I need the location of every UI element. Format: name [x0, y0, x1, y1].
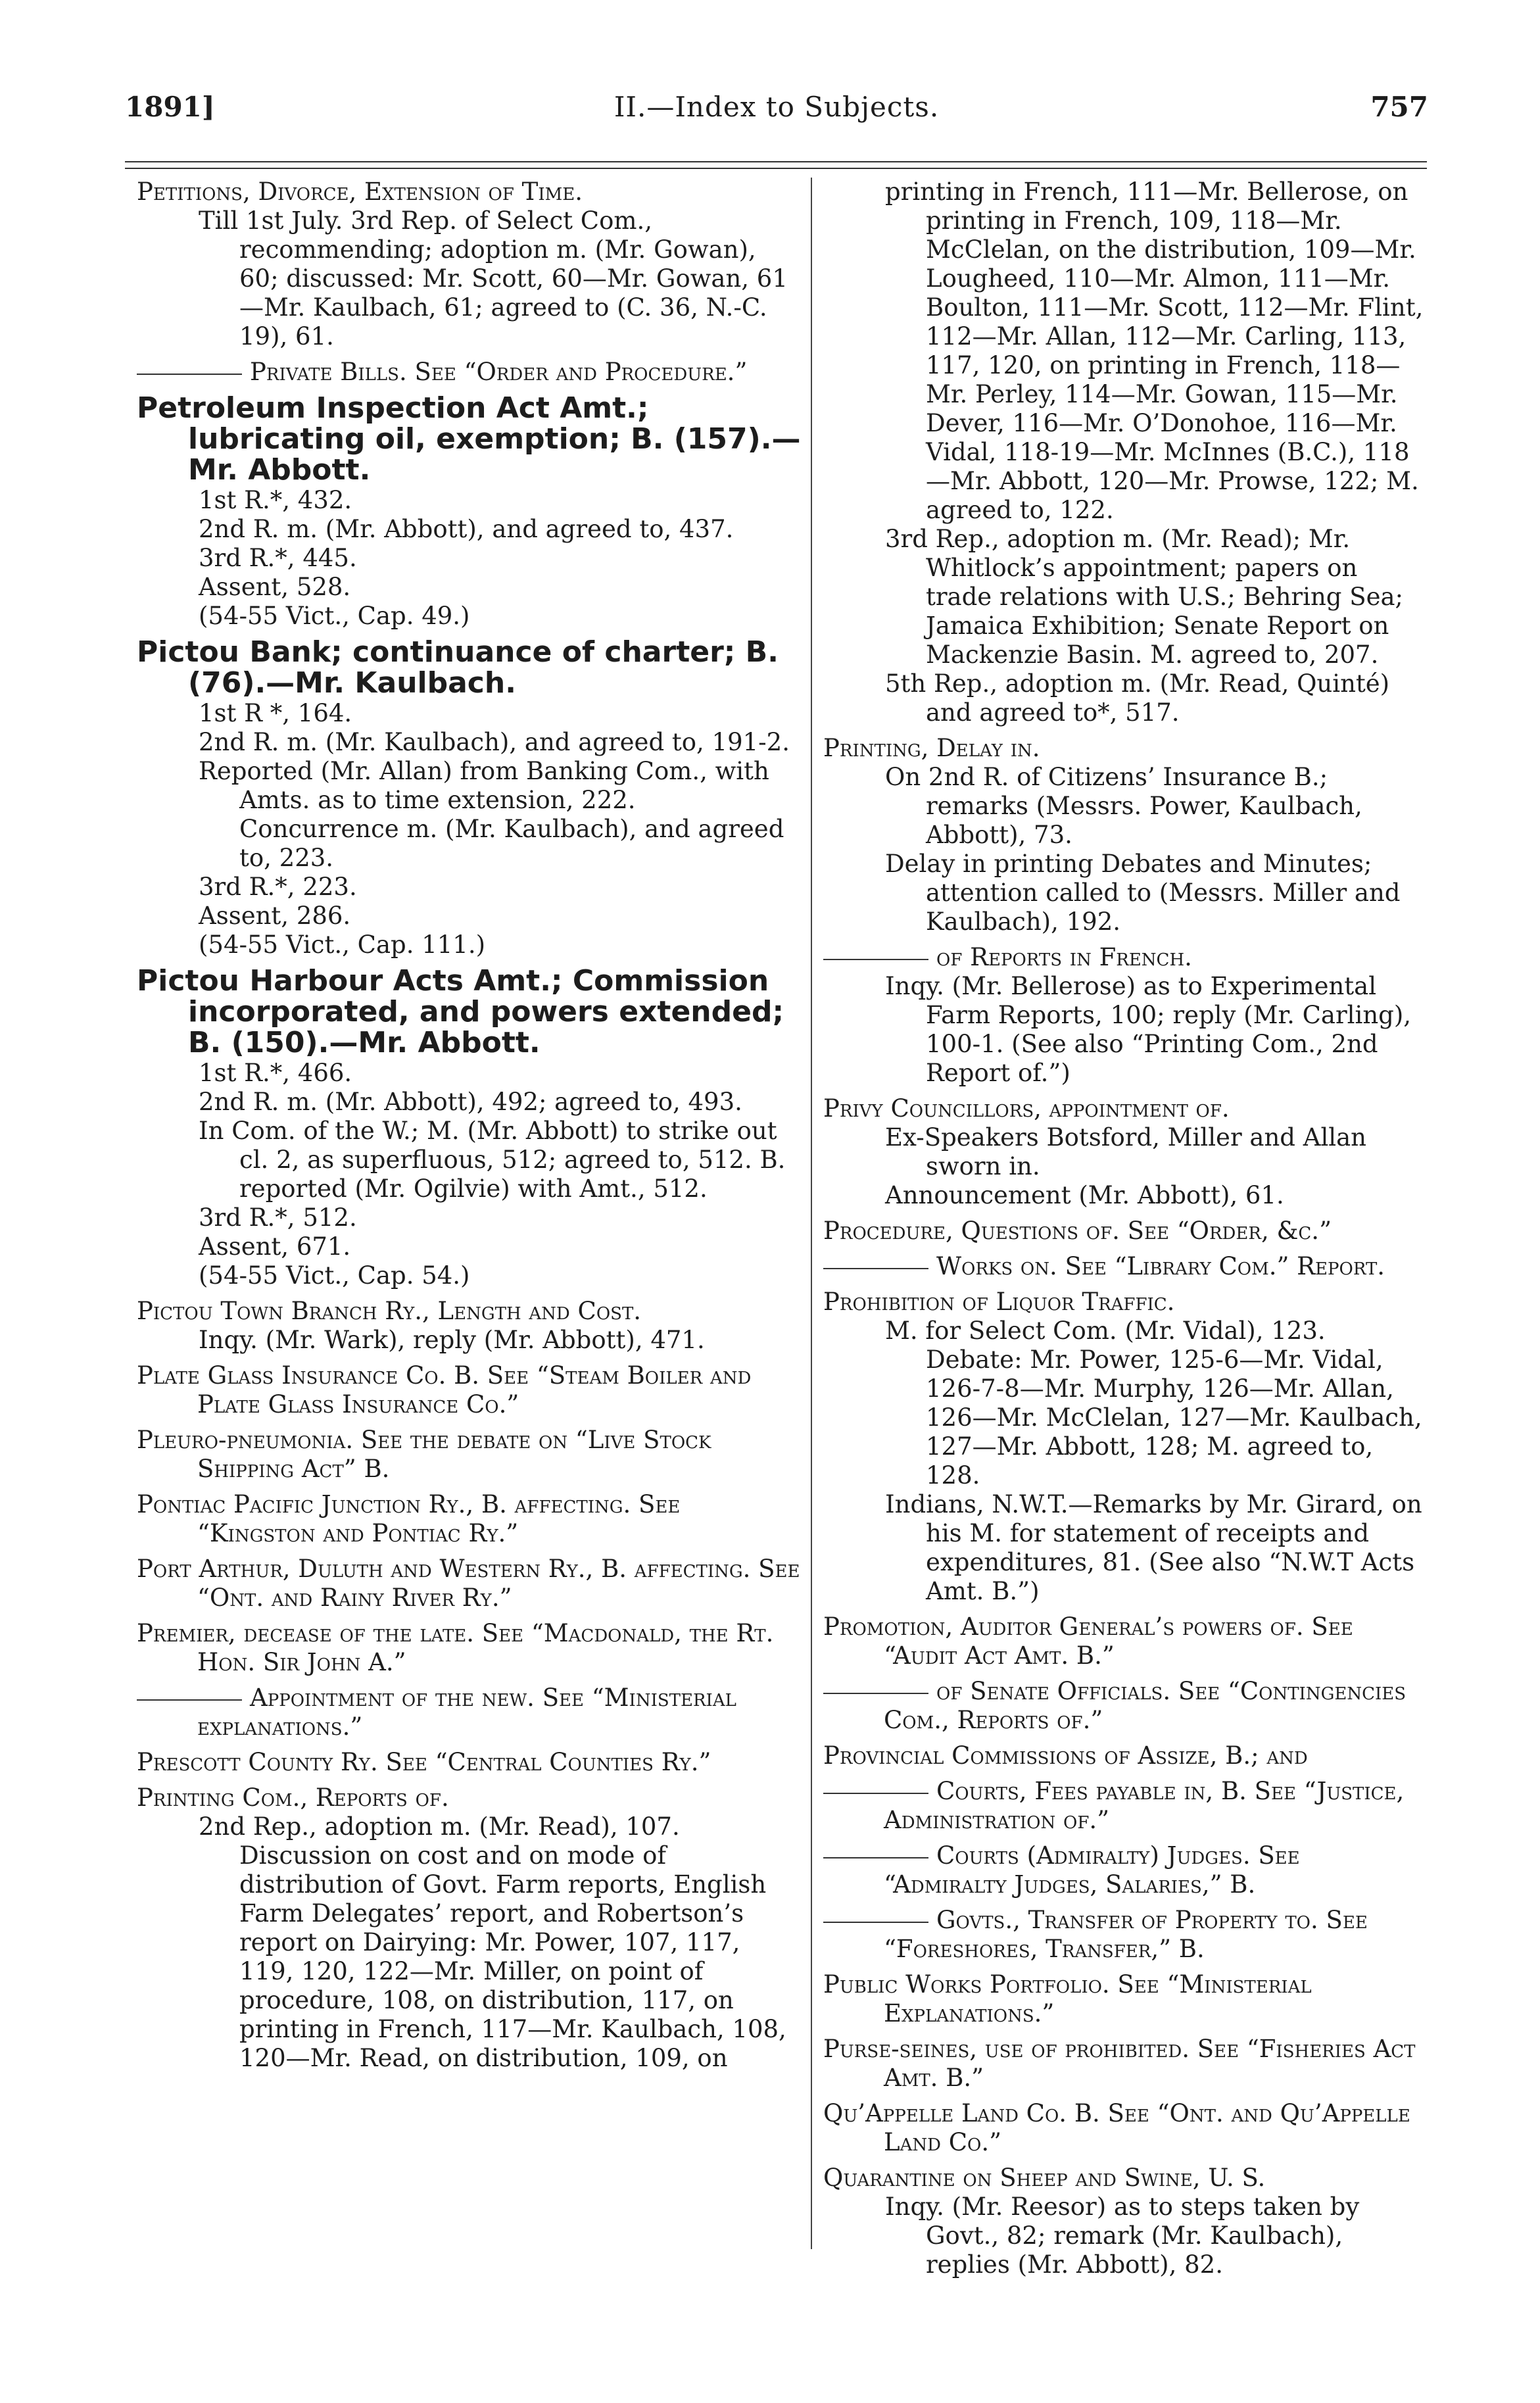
entry-subline: 2nd Rep., adoption m. (Mr. Read), 107. Discussion on cost and on mode of distribution of Govt. Farm reports, English Farm Delegates’ report, and Robertson’s report on Dairying: Mr. Power, 107, 117, 119, 120, 122—Mr. Miller, on point of procedure, 108, on distribution, 117, on printing in French, 117—Mr. Kaulbach, 108, 120—Mr. Read, on distribution, 109, on	[199, 1812, 786, 2072]
entry-subline: (54-55 Vict., Cap. 49.)	[199, 602, 470, 630]
bill-heading: Pictou Bank; continuance of charter; B. (76).—Mr. Kaulbach.	[137, 635, 779, 700]
bill-heading-line	[137, 637, 801, 699]
entry-subline: Reported (Mr. Allan) from Banking Com., with Amts. as to time extension, 222. Concurrence m. (Mr. Kaulbach), and agreed to, 223.	[199, 757, 784, 872]
index-entry	[823, 1841, 1425, 1899]
entry-subline: 3rd R.*, 512.	[199, 1203, 357, 1232]
bill-heading: Petroleum Inspection Act Amt.; lubricating oil, exemption; B. (157).—Mr. Abbott.	[137, 391, 801, 487]
entry-heading: Privy Councillors, appointment of.	[823, 1094, 1230, 1123]
entry-heading-line	[137, 1684, 801, 1741]
index-entry	[823, 943, 1425, 1088]
bill-heading: Pictou Harbour Acts Amt.; Commission incorporated, and powers extended; B. (150).—Mr. Abbott.	[137, 964, 784, 1059]
entry-heading-line	[823, 1906, 1425, 1964]
entry-heading: Procedure, Questions of. See “Order, &c.”	[823, 1217, 1332, 1245]
entry-subline: 3rd R.*, 445.	[199, 544, 357, 572]
entry-subline: 1st R.*, 432.	[199, 486, 352, 514]
entry-heading: Appointment of the new. See “Ministerial explanations.”	[197, 1684, 736, 1741]
entry-heading-line	[137, 1748, 801, 1777]
entry-heading: Premier, decease of the late. See “Macdonald, the Rt. Hon. Sir John A.”	[137, 1619, 774, 1676]
entry-heading: Prohibition of Liquor Traffic.	[823, 1288, 1175, 1316]
entry-subline: In Com. of the W.; M. (Mr. Abbott) to strike out cl. 2, as superfluous, 512; agreed to, 512. B. reported (Mr. Ogilvie) with Amt., 512.	[199, 1117, 786, 1203]
entry-heading: Public Works Portfolio. See “Ministerial Explanations.”	[823, 1970, 1312, 2027]
bill-heading-line	[137, 966, 801, 1059]
entry-heading: Works on. See “Library Com.” Report.	[936, 1252, 1385, 1280]
index-entry	[823, 734, 1425, 936]
entry-heading: Plate Glass Insurance Co. B. See “Steam Boiler and Plate Glass Insurance Co.”	[137, 1361, 752, 1419]
index-entry	[823, 1217, 1425, 1246]
index-entry	[137, 1555, 801, 1613]
entry-heading-line	[823, 1252, 1425, 1281]
entry-heading: Quarantine on Sheep and Swine, U. S.	[823, 2164, 1266, 2192]
ditto-dash	[823, 959, 928, 960]
ditto-dash	[823, 1793, 928, 1794]
entry-heading: of Senate Officials. See “Contingencies Com., Reports of.”	[884, 1677, 1407, 1734]
entry-heading: Qu’Appelle Land Co. B. See “Ont. and Qu’Appelle Land Co.”	[823, 2099, 1410, 2156]
ditto-dash	[823, 1693, 928, 1694]
index-entry	[137, 1490, 801, 1548]
column-divider	[811, 178, 812, 2249]
entry-subline: Announcement (Mr. Abbott), 61.	[885, 1181, 1284, 1209]
index-entry	[823, 1288, 1425, 1606]
entry-heading-line	[823, 1841, 1425, 1899]
entry-heading: of Reports in French.	[936, 943, 1192, 971]
page-header	[125, 91, 1428, 137]
entry-heading: Pleuro-pneumonia. See the debate on “Live Stock Shipping Act” B.	[137, 1426, 711, 1483]
entry-subline: Inqy. (Mr. Wark), reply (Mr. Abbott), 471.	[199, 1326, 705, 1354]
index-entry	[823, 1677, 1425, 1735]
entry-heading: Printing, Delay in.	[823, 734, 1040, 762]
entry-heading-line	[137, 1490, 801, 1548]
entry-heading-line	[137, 1361, 801, 1419]
entry-heading-line	[137, 1426, 801, 1484]
entry-heading-line	[137, 1784, 801, 1812]
entry-subline: Ex-Speakers Botsford, Miller and Allan sworn in.	[885, 1123, 1366, 1180]
year-label: 1891]	[125, 91, 215, 123]
entry-subline: (54-55 Vict., Cap. 54.)	[199, 1261, 470, 1290]
index-entry	[823, 2035, 1425, 2093]
entry-heading-line	[823, 1613, 1425, 1670]
ditto-dash	[823, 1268, 928, 1269]
entry-heading-line	[137, 1297, 801, 1326]
left-column	[137, 178, 801, 2079]
entry-subline: 2nd R. m. (Mr. Abbott), and agreed to, 437.	[199, 515, 734, 543]
index-entry	[823, 1613, 1425, 1670]
index-entry	[823, 1094, 1425, 1210]
entry-heading-line	[137, 1619, 801, 1677]
continued-text: printing in French, 111—Mr. Bellerose, on printing in French, 109, 118—Mr. McClelan, on the distribution, 109—Mr. Lougheed, 110—Mr. Almon, 111—Mr. Boulton, 111—Mr. Scott, 112—Mr. Flint, 112—Mr. Allan, 112—Mr. Carling, 113, 117, 120, on printing in French, 118—Mr. Perley, 114—Mr. Gowan, 115—Mr. Dever, 116—Mr. O’Donohoe, 116—Mr. Vidal, 118-19—Mr. McInnes (B.C.), 118—Mr. Abbott, 120—Mr. Prowse, 122; M. agreed to, 122.	[885, 178, 1424, 524]
index-entry	[137, 1684, 801, 1741]
entry-subline: Indians, N.W.T.—Remarks by Mr. Girard, on his M. for statement of receipts and expenditures, 81. (See also “N.W.T Acts Amt. B.”)	[885, 1490, 1422, 1605]
entry-heading-line	[823, 1677, 1425, 1735]
entry-heading-line	[823, 1777, 1425, 1835]
entry-heading: Govts., Transfer of Property to. See “Foreshores, Transfer,” B.	[884, 1906, 1368, 1963]
index-entry	[137, 1748, 801, 1777]
index-entry	[823, 1970, 1425, 2028]
entry-heading: Petitions, Divorce, Extension of Time.	[137, 178, 583, 206]
entry-subline: 2nd R. m. (Mr. Abbott), 492; agreed to, 493.	[199, 1088, 742, 1116]
entry-heading-line	[137, 1555, 801, 1613]
index-entry	[823, 2099, 1425, 2157]
entry-heading-line	[823, 1094, 1425, 1123]
entry-subline: 1st R *, 164.	[199, 699, 352, 727]
page-title: II.—Index to Subjects.	[614, 91, 940, 123]
index-entry	[823, 2164, 1425, 2279]
entry-heading-line	[137, 178, 801, 206]
entry-subline: 1st R.*, 466.	[199, 1059, 352, 1087]
entry-heading-line	[823, 2099, 1425, 2157]
entry-heading: Courts (Admiralty) Judges. See “Admiralty Judges, Salaries,” B.	[884, 1841, 1300, 1899]
entry-heading: Promotion, Auditor General’s powers of. See “Audit Act Amt. B.”	[823, 1613, 1353, 1670]
entry-heading: Pontiac Pacific Junction Ry., B. affecting. See “Kingston and Pontiac Ry.”	[137, 1490, 681, 1547]
entry-heading: Courts, Fees payable in, B. See “Justice, Administration of.”	[884, 1777, 1405, 1834]
entry-subline: (54-55 Vict., Cap. 111.)	[199, 931, 486, 959]
index-entry	[137, 1619, 801, 1677]
entry-heading-line	[823, 1217, 1425, 1246]
index-entry	[137, 1361, 801, 1419]
entry-heading-line	[823, 734, 1425, 763]
entry-heading-line	[137, 358, 801, 387]
entry-heading: Private Bills. See “Order and Procedure.”	[250, 358, 748, 386]
index-entry	[137, 358, 801, 387]
entry-heading-line	[823, 1970, 1425, 2028]
header-rule-bottom	[125, 168, 1427, 169]
index-entry	[823, 1906, 1425, 1964]
header-rule-top	[125, 161, 1427, 162]
entry-subline: 3rd Rep., adoption m. (Mr. Read); Mr. Whitlock’s appointment; papers on trade relations with U.S.; Behring Sea; Jamaica Exhibition; Senate Report on Mackenzie Basin. M. agreed to, 207.	[885, 525, 1403, 669]
index-entry	[137, 637, 801, 959]
entry-heading-line	[823, 1741, 1425, 1770]
entry-heading-line	[823, 2164, 1425, 2193]
entry-heading-line	[823, 1288, 1425, 1317]
entry-subline: M. for Select Com. (Mr. Vidal), 123. Debate: Mr. Power, 125-6—Mr. Vidal, 126-7-8—Mr. Murphy, 126—Mr. Allan, 126—Mr. McClelan, 127—Mr. Kaulbach, 127—Mr. Abbott, 128; M. agreed to, 128.	[885, 1317, 1422, 1490]
entry-heading: Port Arthur, Duluth and Western Ry., B. affecting. See “Ont. and Rainy River Ry.”	[137, 1555, 800, 1612]
entry-subline: On 2nd R. of Citizens’ Insurance B.; remarks (Messrs. Power, Kaulbach, Abbott), 73.	[885, 763, 1362, 849]
entry-heading: Prescott County Ry. See “Central Counties Ry.”	[137, 1748, 711, 1776]
entry-heading: Pictou Town Branch Ry., Length and Cost.	[137, 1297, 642, 1325]
entry-heading: Purse-seines, use of prohibited. See “Fisheries Act Amt. B.”	[823, 2035, 1416, 2092]
index-entry	[137, 1297, 801, 1355]
ditto-dash	[137, 374, 242, 375]
entry-subline: 2nd R. m. (Mr. Kaulbach), and agreed to, 191-2.	[199, 728, 790, 756]
entry-subline: Till 1st July. 3rd Rep. of Select Com., recommending; adoption m. (Mr. Gowan), 60; discussed: Mr. Scott, 60—Mr. Gowan, 61—Mr. Kaulbach, 61; agreed to (C. 36, N.-C. 19), 61.	[199, 206, 788, 351]
index-entry	[823, 1252, 1425, 1281]
ditto-dash	[137, 1699, 242, 1701]
entry-subline: Assent, 671.	[199, 1232, 351, 1261]
index-entry	[823, 1741, 1425, 1770]
entry-heading-line	[823, 2035, 1425, 2093]
bill-heading-line	[137, 393, 801, 486]
entry-subline: 3rd R.*, 223.	[199, 873, 357, 901]
index-entry	[137, 393, 801, 631]
entry-subline: Assent, 528.	[199, 573, 351, 601]
entry-subline: Inqy. (Mr. Reesor) as to steps taken by Govt., 82; remark (Mr. Kaulbach), replies (Mr. Abbott), 82.	[885, 2193, 1360, 2279]
entry-subline: Delay in printing Debates and Minutes; attention called to (Messrs. Miller and Kaulbach), 192.	[885, 850, 1401, 936]
entry-heading: Provincial Commissions of Assize, B.; and	[823, 1741, 1308, 1770]
entry-subline: Assent, 286.	[199, 902, 351, 930]
index-entry	[137, 1426, 801, 1484]
entry-subline: Inqy. (Mr. Bellerose) as to Experimental Farm Reports, 100; reply (Mr. Carling), 100-1. (See also “Printing Com., 2nd Report of.”)	[885, 972, 1412, 1087]
ditto-dash	[823, 1857, 928, 1858]
index-entry	[823, 178, 1425, 727]
right-column	[823, 178, 1425, 2286]
page-number: 757	[1370, 91, 1428, 123]
ditto-dash	[823, 1922, 928, 1923]
index-entry	[137, 1784, 801, 2073]
entry-heading: Printing Com., Reports of.	[137, 1784, 449, 1812]
entry-subline: 5th Rep., adoption m. (Mr. Read, Quinté) and agreed to*, 517.	[885, 669, 1390, 727]
index-entry	[137, 966, 801, 1290]
index-entry	[823, 1777, 1425, 1835]
index-entry	[137, 178, 801, 351]
entry-heading-line	[823, 943, 1425, 972]
